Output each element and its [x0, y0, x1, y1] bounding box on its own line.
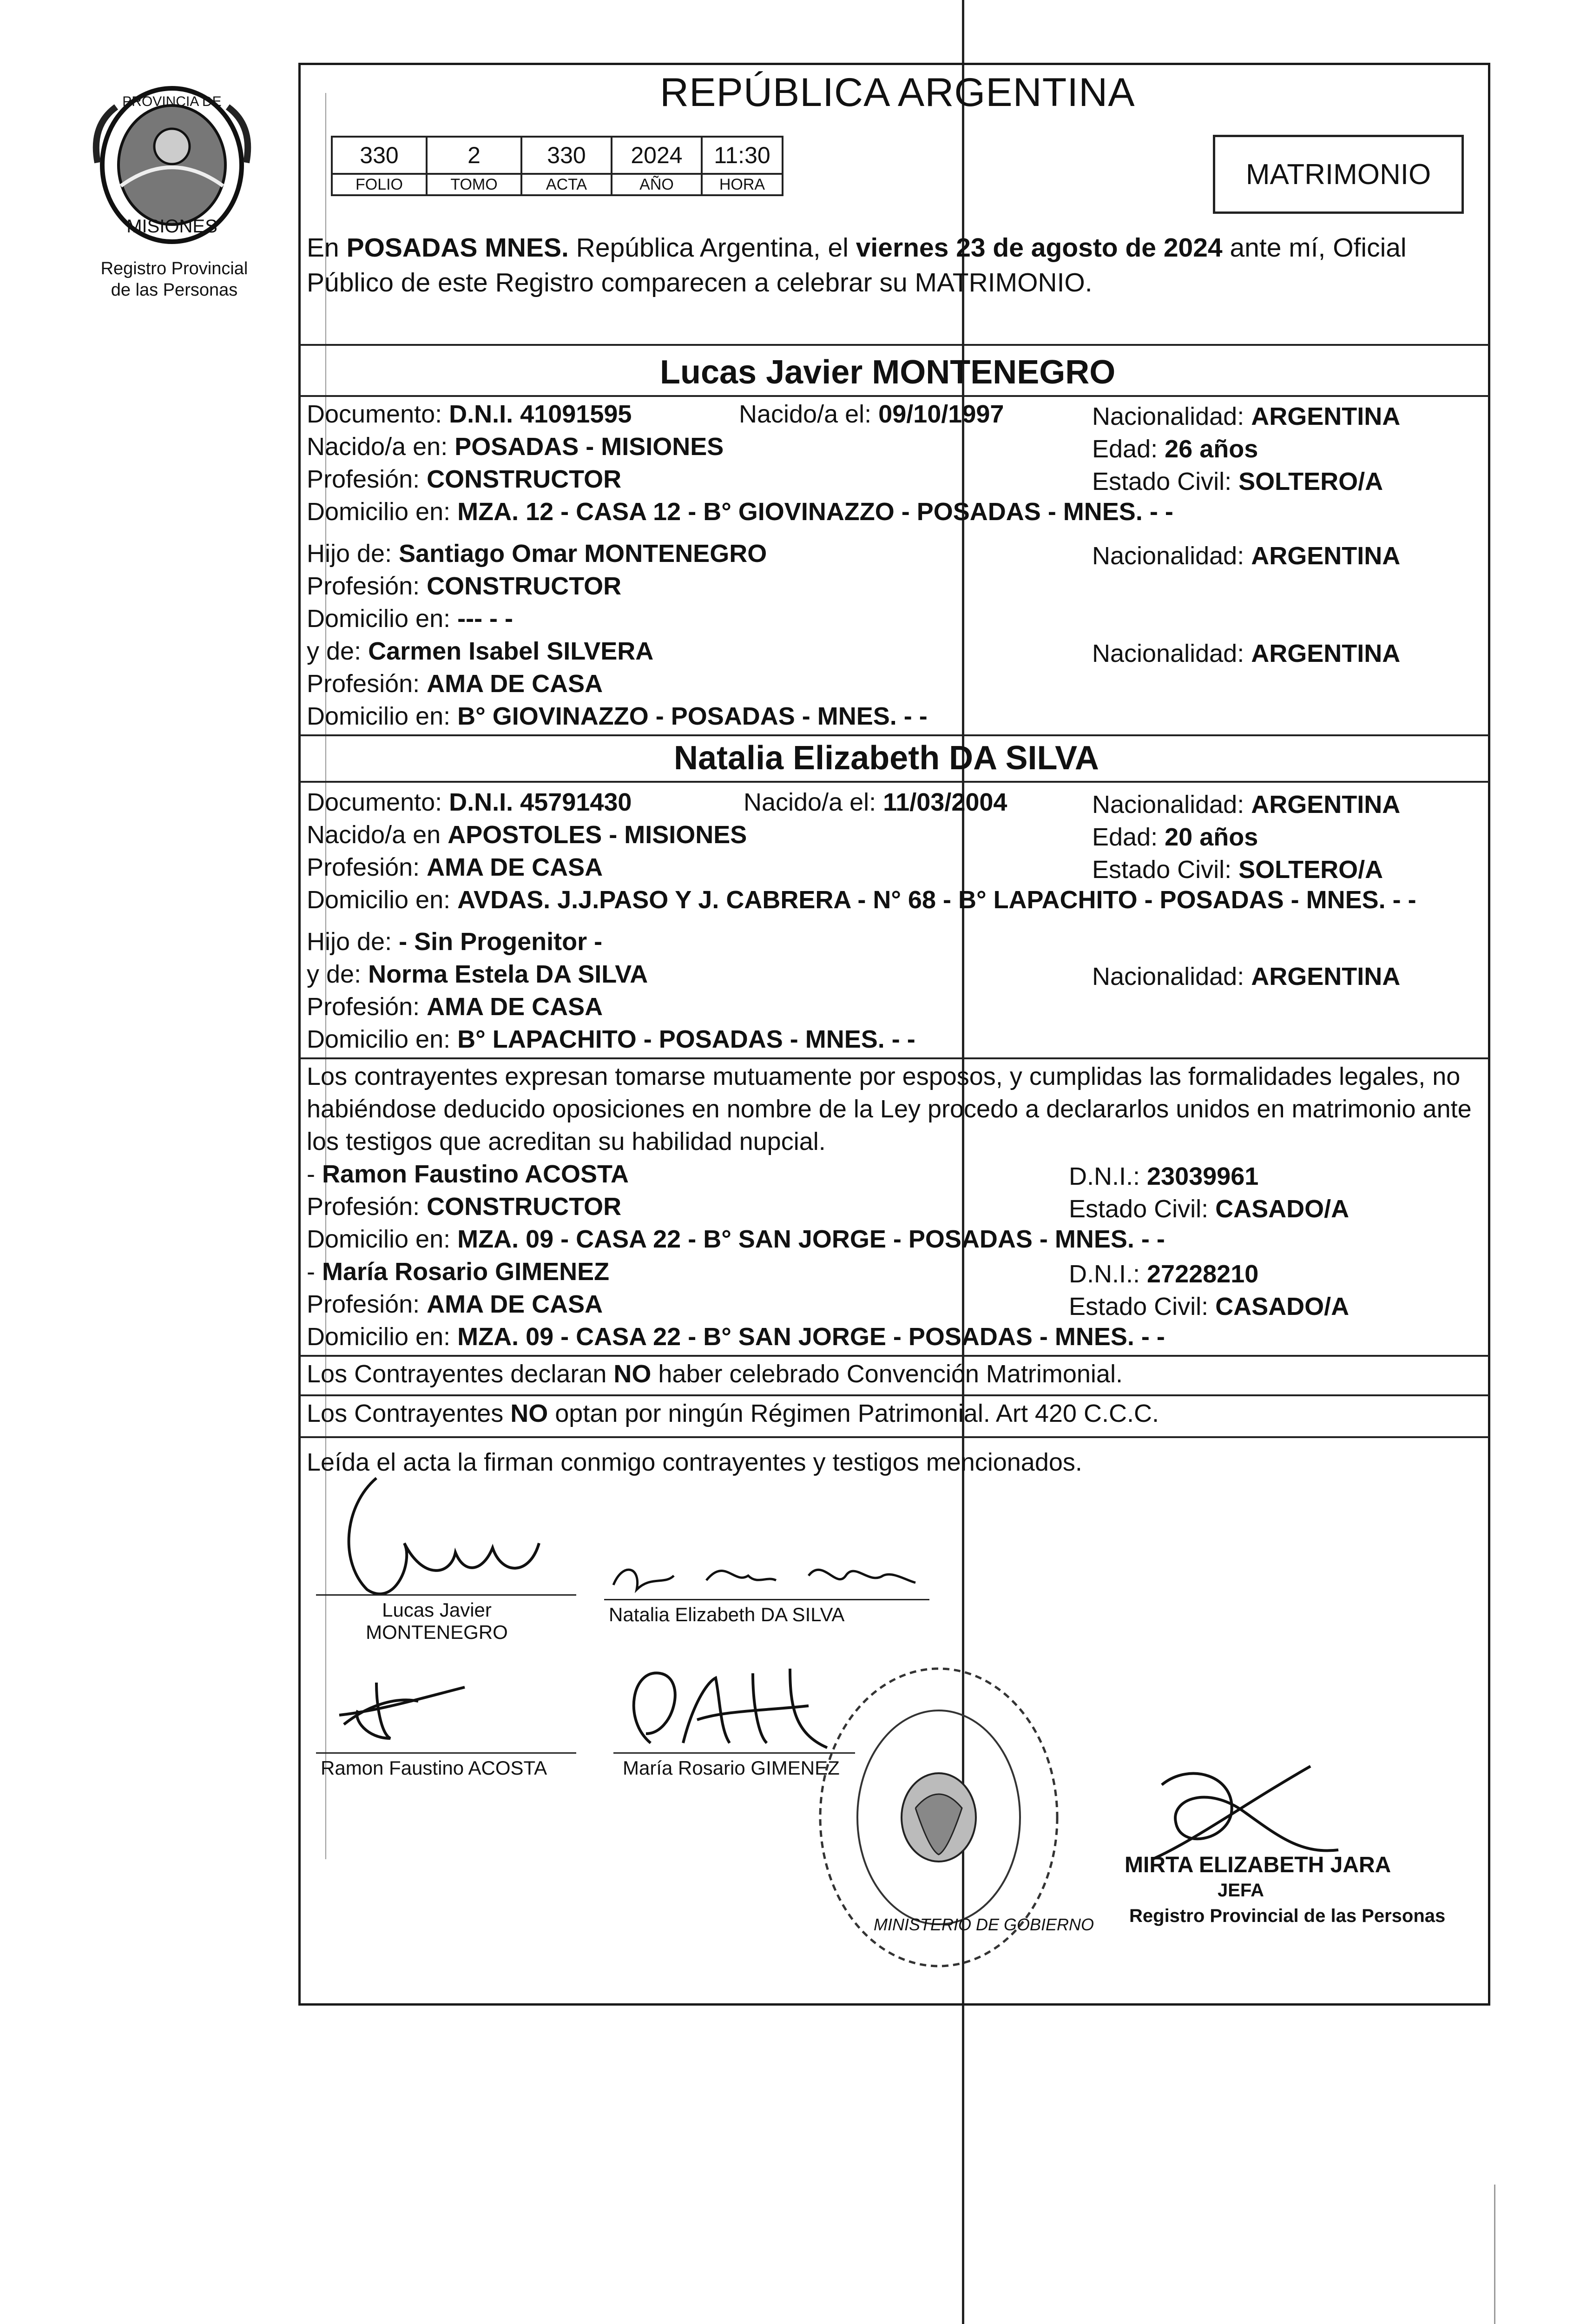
witness1-addr-label: Domicilio en:	[307, 1225, 458, 1253]
witness1-civil-status	[1069, 1195, 1349, 1223]
witness2-addr-label: Domicilio en:	[307, 1323, 458, 1351]
groom-age-value: 26 años	[1165, 435, 1258, 463]
bride-father-name: - Sin Progenitor -	[399, 928, 603, 956]
groom-father-profession	[307, 572, 621, 601]
groom-mother-prof: AMA DE CASA	[427, 670, 603, 698]
groom-sig-line1: Lucas Javier	[382, 1599, 492, 1621]
witness2-signature-caption: María Rosario GIMENEZ	[623, 1757, 840, 1779]
bride-mother-nat: ARGENTINA	[1251, 963, 1401, 990]
witness1-address	[307, 1225, 1165, 1254]
bride-name: Natalia Elizabeth DA SILVA	[674, 739, 1099, 777]
intro-date: viernes 23 de agosto de 2024	[856, 233, 1223, 263]
hora-label: HORA	[702, 174, 783, 195]
bride-civil-label: Estado Civil:	[1092, 856, 1239, 884]
intro-mid: República Argentina, el	[568, 233, 856, 263]
groom-father-prof-label: Profesión:	[307, 572, 427, 600]
document-title: REPÚBLICA ARGENTINA	[660, 70, 1135, 115]
bride-mother	[307, 960, 648, 989]
groom-mother	[307, 637, 653, 666]
groom-address	[307, 497, 1173, 526]
scan-edge-line	[1494, 2185, 1495, 2324]
groom-address-label: Domicilio en:	[307, 498, 458, 526]
stamp-ministry-text: MINISTERIO DE GOBIERNO	[874, 1915, 1094, 1934]
groom-doc: D.N.I. 41091595	[449, 400, 632, 428]
bride-signature	[604, 1548, 920, 1604]
divider-clauses	[300, 1394, 1489, 1396]
witness1-addr-value: MZA. 09 - CASA 22 - B° SAN JORGE - POSADAS - MNES. - -	[457, 1225, 1165, 1253]
bride-doc-label: Documento:	[307, 788, 449, 816]
bride-address	[307, 885, 1416, 914]
record-type: MATRIMONIO	[1245, 158, 1431, 191]
groom-mother-addr-label: Domicilio en:	[307, 702, 458, 730]
intro-place: POSADAS MNES.	[346, 233, 569, 263]
groom-born-date: 09/10/1997	[878, 400, 1004, 428]
groom-civil-label: Estado Civil:	[1092, 468, 1239, 495]
logo-caption-line2: de las Personas	[111, 280, 238, 300]
folio-label: FOLIO	[332, 174, 427, 195]
groom-signature-caption	[362, 1599, 511, 1644]
bride-mother-label: y de:	[307, 960, 369, 988]
convention-clause	[307, 1360, 1123, 1388]
bride-birthplace	[307, 820, 747, 849]
declaration-line-1: Los contrayentes expresan tomarse mutuamente por esposos, y cumplidas las formalidades legales, no	[307, 1063, 1461, 1090]
bride-nationality	[1092, 790, 1400, 819]
logo-caption-line1: Registro Provincial	[100, 259, 248, 278]
witness2-civil-value: CASADO/A	[1215, 1293, 1350, 1320]
groom-birthplace-label: Nacido/a en:	[307, 433, 455, 461]
bride-mother-name: Norma Estela DA SILVA	[368, 960, 648, 988]
groom-nat: ARGENTINA	[1251, 403, 1401, 430]
bride-age	[1092, 823, 1258, 852]
tomo-label: TOMO	[427, 174, 521, 195]
witness1-dni	[1069, 1162, 1258, 1191]
witness2-dni-label: D.N.I.:	[1069, 1260, 1147, 1288]
witness2-address	[307, 1322, 1165, 1351]
divider-bride-name	[300, 781, 1489, 783]
official-name: MIRTA ELIZABETH JARA	[1125, 1853, 1391, 1877]
witness2-prefix: -	[307, 1258, 322, 1286]
bride-nat-label: Nacionalidad:	[1092, 791, 1251, 819]
witness1-name	[307, 1160, 629, 1188]
groom-mother-name: Carmen Isabel SILVERA	[368, 637, 654, 665]
bride-born-label: Nacido/a el:	[744, 788, 883, 816]
intro-prefix: En	[307, 233, 347, 263]
groom-birthplace-value: POSADAS - MISIONES	[454, 433, 724, 461]
closing-statement: Leída el acta la firman conmigo contrayentes y testigos mencionados.	[307, 1448, 1082, 1476]
witness1-profession	[307, 1192, 621, 1221]
groom-signature-line	[316, 1594, 576, 1596]
groom-nationality	[1092, 402, 1400, 431]
witness1-signature	[325, 1669, 511, 1748]
witness2-addr-value: MZA. 09 - CASA 22 - B° SAN JORGE - POSADAS - MNES. - -	[457, 1323, 1165, 1351]
regime-clause	[307, 1399, 1159, 1428]
witness1-prof-value: CONSTRUCTOR	[427, 1193, 622, 1221]
groom-birthplace	[307, 432, 724, 461]
witness2-prof-label: Profesión:	[307, 1290, 427, 1318]
bride-mother-address	[307, 1025, 915, 1054]
groom-father-nat: ARGENTINA	[1251, 542, 1401, 570]
witness1-civil-label: Estado Civil:	[1069, 1195, 1216, 1223]
groom-father-label: Hijo de:	[307, 540, 399, 568]
divider-closing	[300, 1436, 1489, 1438]
groom-father-name: Santiago Omar MONTENEGRO	[399, 540, 767, 568]
bride-mother-prof-label: Profesión:	[307, 993, 427, 1021]
groom-mother-label: y de:	[307, 637, 369, 665]
witness2-dni-value: 27228210	[1147, 1260, 1259, 1288]
groom-born-label: Nacido/a el:	[739, 400, 879, 428]
witness1-signature-caption: Ramon Faustino ACOSTA	[321, 1757, 547, 1779]
tomo-value: 2	[427, 137, 521, 174]
bride-mother-prof: AMA DE CASA	[427, 993, 603, 1021]
bride-doc: D.N.I. 45791430	[449, 788, 632, 816]
groom-father-nationality	[1092, 541, 1400, 570]
official-office: Registro Provincial de las Personas	[1129, 1906, 1446, 1926]
witness2-prof-value: AMA DE CASA	[427, 1290, 603, 1318]
groom-mother-nationality	[1092, 639, 1400, 668]
regime-no: NO	[510, 1400, 548, 1427]
witness1-name-value: Ramon Faustino ACOSTA	[322, 1160, 629, 1188]
bride-birthplace-label: Nacido/a en	[307, 821, 448, 849]
witness1-prof-label: Profesión:	[307, 1193, 427, 1221]
record-reference-table	[331, 136, 783, 196]
bride-born	[744, 788, 1007, 817]
bride-mother-profession	[307, 992, 603, 1021]
divider-groom-bride	[300, 734, 1489, 736]
witness2-dni	[1069, 1260, 1258, 1288]
bride-document	[307, 788, 632, 817]
groom-father-addr: --- - -	[457, 605, 514, 633]
convention-no: NO	[613, 1360, 652, 1388]
groom-mother-profession	[307, 669, 603, 698]
declaration-line-2: habiéndose deducido oposiciones en nombre de la Ley procedo a declararlos unidos en matrimonio ante	[307, 1095, 1472, 1123]
groom-mother-addr: B° GIOVINAZZO - POSADAS - MNES. - -	[457, 702, 928, 730]
ano-label: AÑO	[612, 174, 702, 195]
groom-signature	[316, 1469, 576, 1608]
witness1-civil-value: CASADO/A	[1215, 1195, 1350, 1223]
witness1-dni-label: D.N.I.:	[1069, 1162, 1147, 1190]
groom-nat-label: Nacionalidad:	[1092, 403, 1251, 430]
record-type-box	[1213, 135, 1464, 214]
ano-value: 2024	[612, 137, 702, 174]
witness1-dni-value: 23039961	[1147, 1162, 1259, 1190]
acta-value: 330	[521, 137, 612, 174]
groom-address-value: MZA. 12 - CASA 12 - B° GIOVINAZZO - POSADAS - MNES. - -	[457, 498, 1173, 526]
intro-suffix: ante mí, Oficial	[1222, 233, 1407, 263]
bride-signature-caption: Natalia Elizabeth DA SILVA	[609, 1604, 845, 1625]
bride-born-date: 11/03/2004	[883, 788, 1007, 816]
bride-age-label: Edad:	[1092, 823, 1165, 851]
groom-civil-value: SOLTERO/A	[1238, 468, 1383, 495]
groom-father	[307, 539, 767, 568]
witness2-civil-status	[1069, 1292, 1349, 1321]
official-role: JEFA	[1218, 1880, 1264, 1901]
groom-document	[307, 400, 632, 429]
groom-mother-address	[307, 702, 928, 731]
groom-mother-prof-label: Profesión:	[307, 670, 427, 698]
bride-civil-value: SOLTERO/A	[1238, 856, 1383, 884]
groom-age	[1092, 435, 1258, 463]
divider-groom-name	[300, 395, 1489, 397]
groom-name: Lucas Javier MONTENEGRO	[660, 354, 1116, 391]
witness2-civil-label: Estado Civil:	[1069, 1293, 1216, 1320]
bride-prof-label: Profesión:	[307, 853, 427, 881]
groom-father-addr-label: Domicilio en:	[307, 605, 458, 633]
hora-value: 11:30	[702, 137, 783, 174]
groom-mother-nat-label: Nacionalidad:	[1092, 640, 1251, 667]
regime-c: optan por ningún Régimen Patrimonial. Art 420 C.C.C.	[548, 1400, 1159, 1427]
seal-text-top: PROVINCIA DE	[122, 94, 222, 109]
groom-father-address	[307, 604, 513, 633]
groom-father-prof: CONSTRUCTOR	[427, 572, 622, 600]
witness1-signature-line	[316, 1752, 576, 1754]
bride-address-value: AVDAS. J.J.PASO Y J. CABRERA - N° 68 - B° LAPACHITO - POSADAS - MNES. - -	[457, 886, 1416, 914]
bride-address-label: Domicilio en:	[307, 886, 458, 914]
witness2-profession	[307, 1290, 603, 1319]
declaration-line-3: los testigos que acreditan su habilidad nupcial.	[307, 1128, 826, 1155]
bride-birthplace-value: APOSTOLES - MISIONES	[448, 821, 747, 849]
bride-age-value: 20 años	[1165, 823, 1258, 851]
groom-doc-label: Documento:	[307, 400, 449, 428]
seal-text-bottom: MISIONES	[126, 216, 217, 237]
bride-prof-value: AMA DE CASA	[427, 853, 603, 881]
bride-father-label: Hijo de:	[307, 928, 399, 956]
groom-prof-label: Profesión:	[307, 465, 427, 493]
convention-a: Los Contrayentes declaran	[307, 1360, 614, 1388]
folio-value: 330	[332, 137, 427, 174]
witness1-prefix: -	[307, 1160, 322, 1188]
groom-sig-line2: MONTENEGRO	[366, 1621, 508, 1643]
divider-intro	[300, 344, 1489, 346]
groom-mother-nat: ARGENTINA	[1251, 640, 1401, 667]
bride-mother-addr-label: Domicilio en:	[307, 1025, 458, 1053]
convention-c: haber celebrado Convención Matrimonial.	[651, 1360, 1123, 1388]
groom-age-label: Edad:	[1092, 435, 1165, 463]
bride-nat: ARGENTINA	[1251, 791, 1401, 819]
bride-mother-nat-label: Nacionalidad:	[1092, 963, 1251, 990]
groom-civil-status	[1092, 467, 1383, 496]
witness2-name	[307, 1257, 609, 1286]
intro-line-1	[307, 232, 1407, 263]
divider-witness-clauses	[300, 1355, 1489, 1357]
bride-civil-status	[1092, 855, 1383, 884]
acta-label: ACTA	[521, 174, 612, 195]
bride-profession	[307, 853, 603, 882]
bride-mother-addr: B° LAPACHITO - POSADAS - MNES. - -	[457, 1025, 915, 1053]
divider-bride-declaration	[300, 1057, 1489, 1059]
groom-born	[739, 400, 1004, 429]
intro-line-2: Público de este Registro comparecen a celebrar su MATRIMONIO.	[307, 268, 1093, 297]
witness2-name-value: María Rosario GIMENEZ	[322, 1258, 610, 1286]
bride-mother-nationality	[1092, 962, 1400, 991]
groom-profession	[307, 465, 621, 494]
regime-a: Los Contrayentes	[307, 1400, 511, 1427]
bride-father	[307, 927, 602, 956]
bride-signature-line	[604, 1599, 929, 1600]
groom-father-nat-label: Nacionalidad:	[1092, 542, 1251, 570]
groom-prof-value: CONSTRUCTOR	[427, 465, 622, 493]
coat-of-arms-seal	[88, 79, 256, 251]
